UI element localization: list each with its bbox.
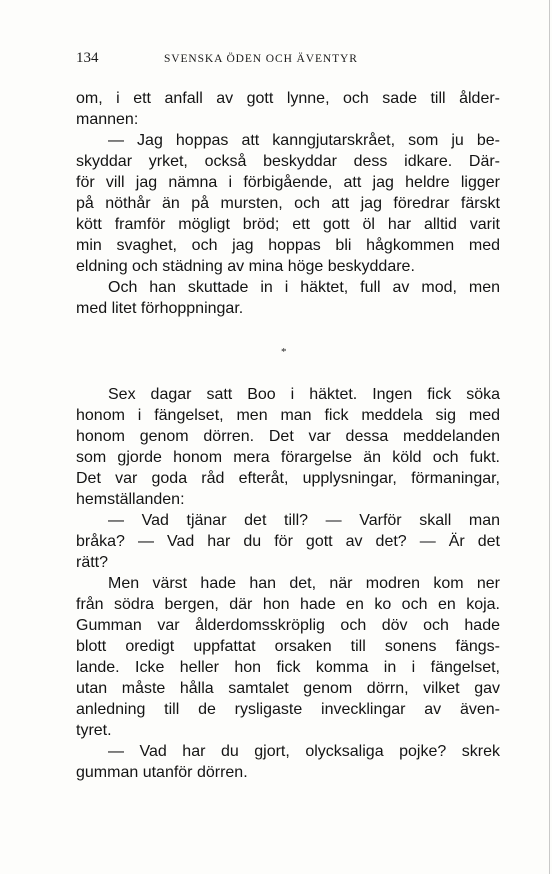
text-line: mannen: xyxy=(76,111,139,128)
text-line: på nöthår än på mursten, och att jag föredrar färskt xyxy=(76,195,500,212)
text-line: honom i fängelset, men man fick meddela sig med xyxy=(76,407,500,424)
text-line: Det var goda råd efteråt, upplysningar, förmaningar, xyxy=(76,470,500,487)
section-break-asterisk: * xyxy=(281,346,287,358)
text-line: utan måste hålla samtalet genom dörrn, vilket gav xyxy=(76,680,500,697)
text-line: Sex dagar satt Boo i häktet. Ingen fick söka xyxy=(108,386,500,403)
text-line: eldning och städning av mina höge beskyddare. xyxy=(76,258,415,275)
text-line: med litet förhoppningar. xyxy=(76,300,244,317)
text-line: gumman utanför dörren. xyxy=(76,764,248,781)
page-number: 134 xyxy=(76,50,99,66)
text-line: blott oredigt uppfattat orsaken till sonens fängs- xyxy=(76,638,500,655)
text-line: — Jag hoppas att kanngjutarskrået, som ju be- xyxy=(108,132,500,149)
text-line: för vill jag nämna i förbigående, att jag heldre ligger xyxy=(76,174,500,191)
text-line: lande. Icke heller hon fick komma in i fängelset, xyxy=(76,659,500,676)
text-line: om, i ett anfall av gott lynne, och sade till ålder- xyxy=(76,90,500,107)
text-line: kött framför mögligt bröd; ett gott öl har alltid varit xyxy=(76,216,500,233)
page-header xyxy=(76,50,500,70)
text-line: Gumman var ålderdomsskröplig och döv och hade xyxy=(76,617,500,634)
text-line: min svaghet, och jag hoppas bli hågkommen med xyxy=(76,237,500,254)
text-line: bråka? — Vad har du för gott av det? — Är det xyxy=(76,533,500,550)
text-line: skyddar yrket, också beskyddar dess idkare. Där- xyxy=(76,153,500,170)
text-line: rätt? xyxy=(76,554,109,571)
text-line: som gjorde honom mera förargelse än köld och fukt. xyxy=(76,449,500,466)
running-head: SVENSKA ÖDEN OCH ÄVENTYR xyxy=(164,53,358,65)
text-line: anledning till de rysligaste invecklingar av även- xyxy=(76,701,500,718)
text-block-2 xyxy=(76,384,500,783)
text-line: hemställanden: xyxy=(76,491,185,508)
text-line: — Vad tjänar det till? — Varför skall man xyxy=(108,512,500,529)
text-line: Och han skuttade in i häktet, full av mod, men xyxy=(108,279,500,296)
text-line: Men värst hade han det, när modren kom ner xyxy=(108,575,500,592)
page-edge-line xyxy=(549,0,550,874)
text-line: tyret. xyxy=(76,722,112,739)
text-block-1 xyxy=(76,88,500,319)
text-line: från södra bergen, där hon hade en ko och en koja. xyxy=(76,596,500,613)
text-line: honom genom dörren. Det var dessa meddelanden xyxy=(76,428,500,445)
text-line: — Vad har du gjort, olycksaliga pojke? skrek xyxy=(108,743,500,760)
